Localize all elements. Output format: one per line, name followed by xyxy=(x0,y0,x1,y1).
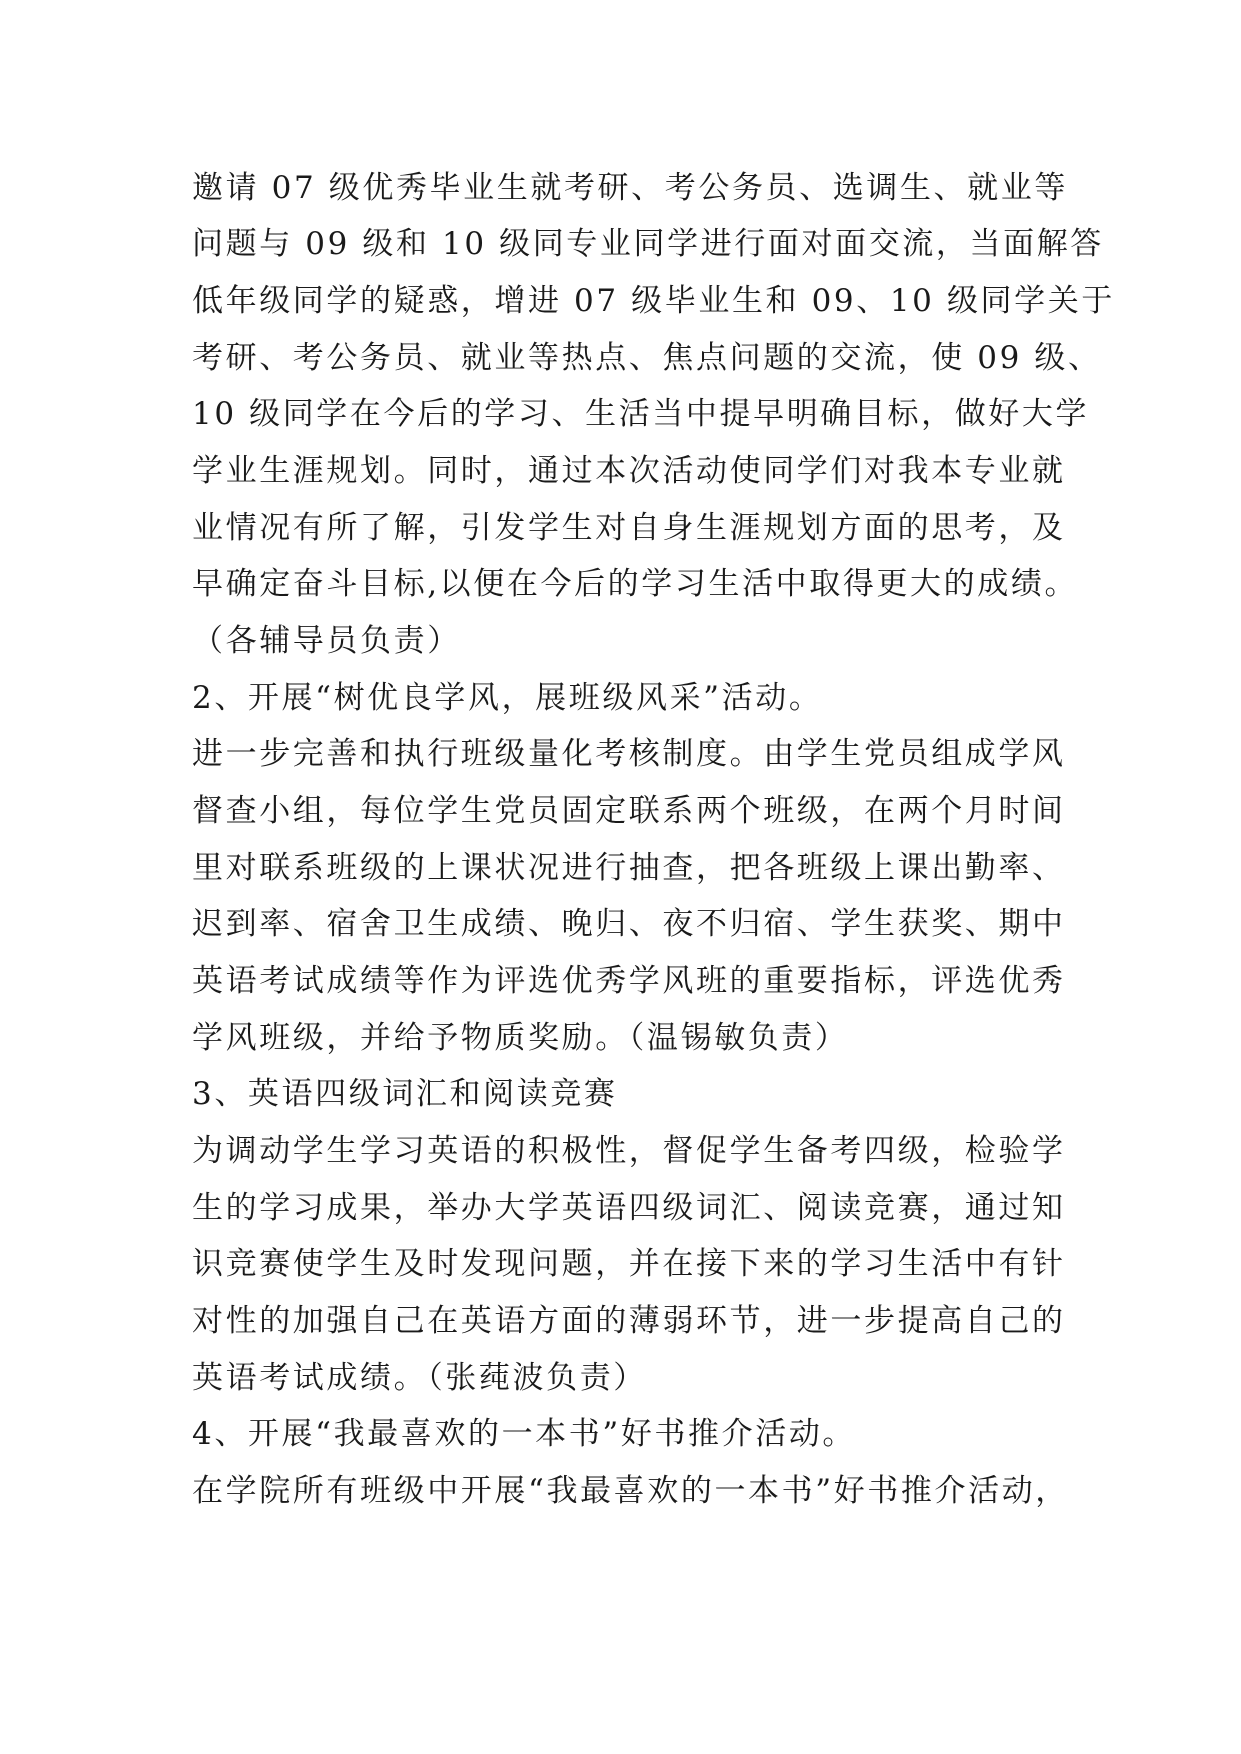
body-text-line: 进一步完善和执行班级量化考核制度。由学生党员组成学风 xyxy=(192,736,1066,772)
body-text-line: 业情况有所了解，引发学生对自身生涯规划方面的思考，及 xyxy=(192,510,1066,546)
body-text-line: 学业生涯规划。同时，通过本次活动使同学们对我本专业就 xyxy=(192,453,1066,489)
section-heading-2: 2、开展“树优良学风，展班级风采”活动。 xyxy=(192,680,823,716)
body-text-line: 迟到率、宿舍卫生成绩、晚归、夜不归宿、学生获奖、期中 xyxy=(192,906,1066,942)
body-text-line: 里对联系班级的上课状况进行抽查，把各班级上课出勤率、 xyxy=(192,850,1066,886)
body-text-line: 考研、考公务员、就业等热点、焦点问题的交流，使 09 级、 xyxy=(192,340,1102,376)
body-text-line: 英语考试成绩等作为评选优秀学风班的重要指标，评选优秀 xyxy=(192,963,1066,999)
body-text-line: 10 级同学在今后的学习、生活当中提早明确目标，做好大学 xyxy=(192,396,1090,432)
body-text-line: 在学院所有班级中开展“我最喜欢的一本书”好书推介活动， xyxy=(192,1473,1069,1509)
body-text-line: 督查小组，每位学生党员固定联系两个班级，在两个月时间 xyxy=(192,793,1066,829)
body-text-line: 问题与 09 级和 10 级同专业同学进行面对面交流，当面解答 xyxy=(192,226,1104,262)
section-heading-3: 3、英语四级词汇和阅读竞赛 xyxy=(192,1076,618,1112)
body-text-line: 为调动学生学习英语的积极性，督促学生备考四级，检验学 xyxy=(192,1133,1066,1169)
body-text-line: 英语考试成绩。（张莼波负责） xyxy=(192,1360,647,1396)
body-text-line: 早确定奋斗目标,以便在今后的学习生活中取得更大的成绩。 xyxy=(192,566,1079,602)
section-heading-4: 4、开展“我最喜欢的一本书”好书推介活动。 xyxy=(192,1416,857,1452)
body-text-line: 生的学习成果，举办大学英语四级词汇、阅读竞赛，通过知 xyxy=(192,1190,1066,1226)
body-text-line: 识竞赛使学生及时发现问题，并在接下来的学习生活中有针 xyxy=(192,1246,1066,1282)
body-text-line: 学风班级，并给予物质奖励。（温锡敏负责） xyxy=(192,1020,849,1056)
responsible-note: （各辅导员负责） xyxy=(192,623,461,659)
body-text-line: 邀请 07 级优秀毕业生就考研、考公务员、选调生、就业等 xyxy=(192,170,1068,206)
body-text-line: 对性的加强自己在英语方面的薄弱环节，进一步提高自己的 xyxy=(192,1303,1066,1339)
body-text-line: 低年级同学的疑惑，增进 07 级毕业生和 09、10 级同学关于 xyxy=(192,283,1115,319)
